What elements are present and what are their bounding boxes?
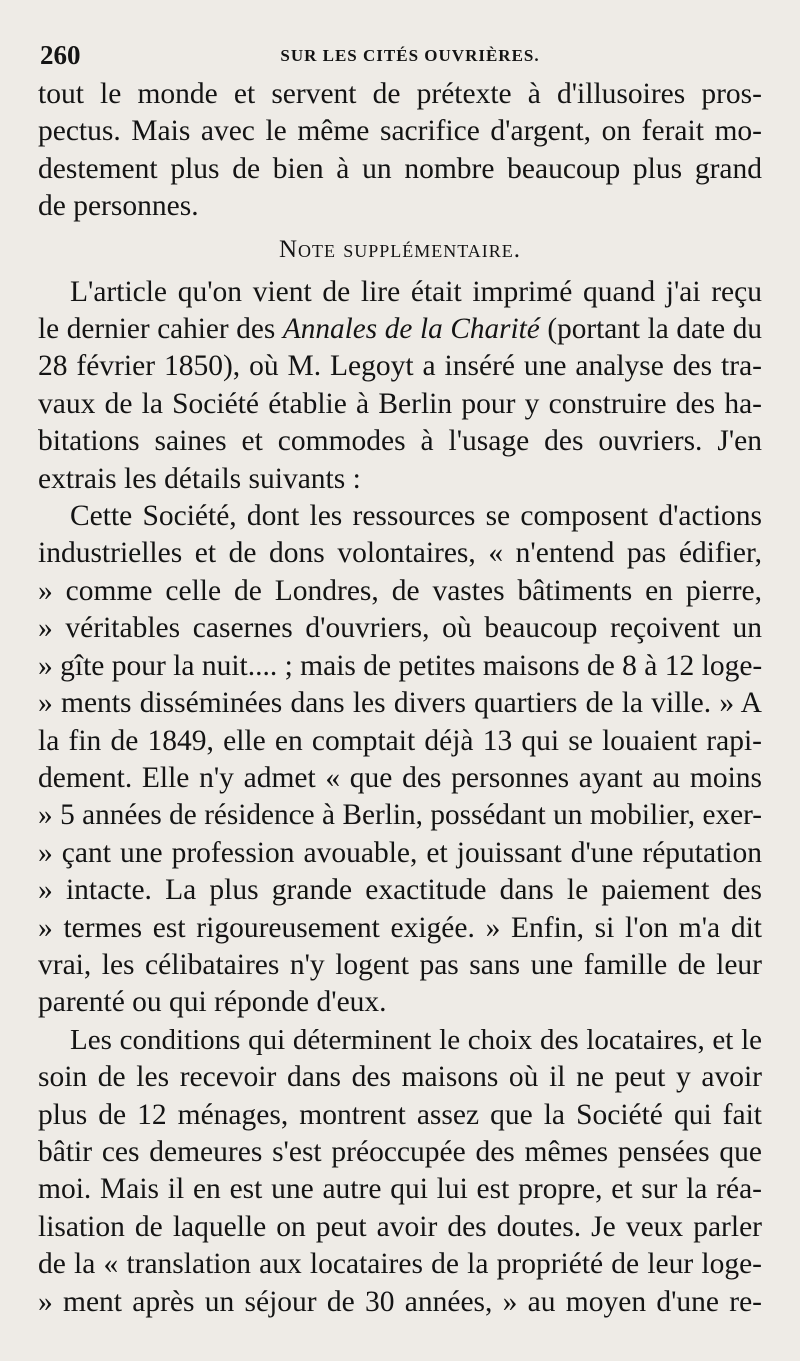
text-line: de la « translation aux locataires de la propriété de leur loge- xyxy=(38,1248,762,1281)
text-fragment: le dernier cahier des xyxy=(38,313,283,346)
text-line: moi. Mais il en est une autre qui lui est propre, et sur la réa- xyxy=(38,1173,762,1206)
text-line: » 5 années de résidence à Berlin, possédant un mobilier, exer- xyxy=(38,799,762,832)
text-fragment: (portant la date du xyxy=(539,313,762,346)
text-line: » çant une profession avouable, et jouissant d'une réputation xyxy=(38,836,762,869)
text-line: pectus. Mais avec le même sacrifice d'argent, on ferait mo- xyxy=(38,115,762,148)
text-line: » ment après un séjour de 30 années, » au moyen d'une re- xyxy=(38,1285,762,1318)
page-header xyxy=(38,40,762,76)
text-line: parenté ou qui réponde d'eux. xyxy=(38,986,387,1019)
running-title: SUR LES CITÉS OUVRIÈRES. xyxy=(280,46,540,65)
text-line: » termes est rigoureusement exigée. » Enfin, si l'on m'a dit xyxy=(38,911,762,944)
page-body xyxy=(38,76,762,1321)
paragraph-1 xyxy=(38,76,762,226)
text-line: de personnes. xyxy=(38,190,199,223)
text-line: destement plus de bien à un nombre beaucoup plus grand xyxy=(38,152,762,185)
text-line: » intacte. La plus grande exactitude dans le paiement des xyxy=(38,874,762,907)
note-title: Note supplémentaire. xyxy=(278,235,522,263)
text-line: bâtir ces demeures s'est préoccupée des mêmes pensées que xyxy=(38,1135,762,1168)
text-line: lisation de laquelle on peut avoir des doutes. Je veux parler xyxy=(38,1210,762,1243)
paragraph-3 xyxy=(38,498,762,1022)
paragraph-4 xyxy=(38,1022,762,1321)
text-line: extrais les détails suivants : xyxy=(38,462,361,495)
text-line: Cette Société, dont les ressources se composent d'actions xyxy=(70,500,762,533)
text-line xyxy=(38,311,762,348)
text-line: tout le monde et servent de prétexte à d'illusoires pros- xyxy=(38,78,762,110)
text-line: industrielles et de dons volontaires, « n'entend pas édifier, xyxy=(38,537,762,570)
page-number: 260 xyxy=(40,40,81,70)
text-line: la fin de 1849, elle en comptait déjà 13 qui se louaient rapi- xyxy=(38,724,762,757)
text-line: 28 février 1850), où M. Legoyt a inséré une analyse des tra- xyxy=(38,350,762,383)
text-line: soin de les recevoir dans des maisons où il ne peut y avoir xyxy=(38,1061,762,1094)
text-line: Les conditions qui déterminent le choix des locataires, et le xyxy=(70,1023,762,1056)
text-line: » véritables casernes d'ouvriers, où beaucoup reçoivent un xyxy=(38,612,762,645)
journal-title: Annales de la Charité xyxy=(282,313,540,346)
text-line: » gîte pour la nuit.... ; mais de petites maisons de 8 à 12 loge- xyxy=(38,649,762,682)
text-line: dement. Elle n'y admet « que des personnes ayant au moins xyxy=(38,761,762,794)
text-line: L'article qu'on vient de lire était imprimé quand j'ai reçu xyxy=(70,275,762,308)
text-line: » comme celle de Londres, de vastes bâtiments en pierre, xyxy=(38,574,762,607)
text-line: vrai, les célibataires n'y logent pas sans une famille de leur xyxy=(38,948,762,981)
text-line: plus de 12 ménages, montrent assez que la Société qui fait xyxy=(38,1098,762,1131)
text-line: vaux de la Société établie à Berlin pour y construire des ha- xyxy=(38,387,762,420)
text-line: bitations saines et commodes à l'usage des ouvriers. J'en xyxy=(38,425,762,458)
text-line: » ments disséminées dans les divers quartiers de la ville. » A xyxy=(38,687,762,720)
paragraph-2 xyxy=(38,274,762,498)
